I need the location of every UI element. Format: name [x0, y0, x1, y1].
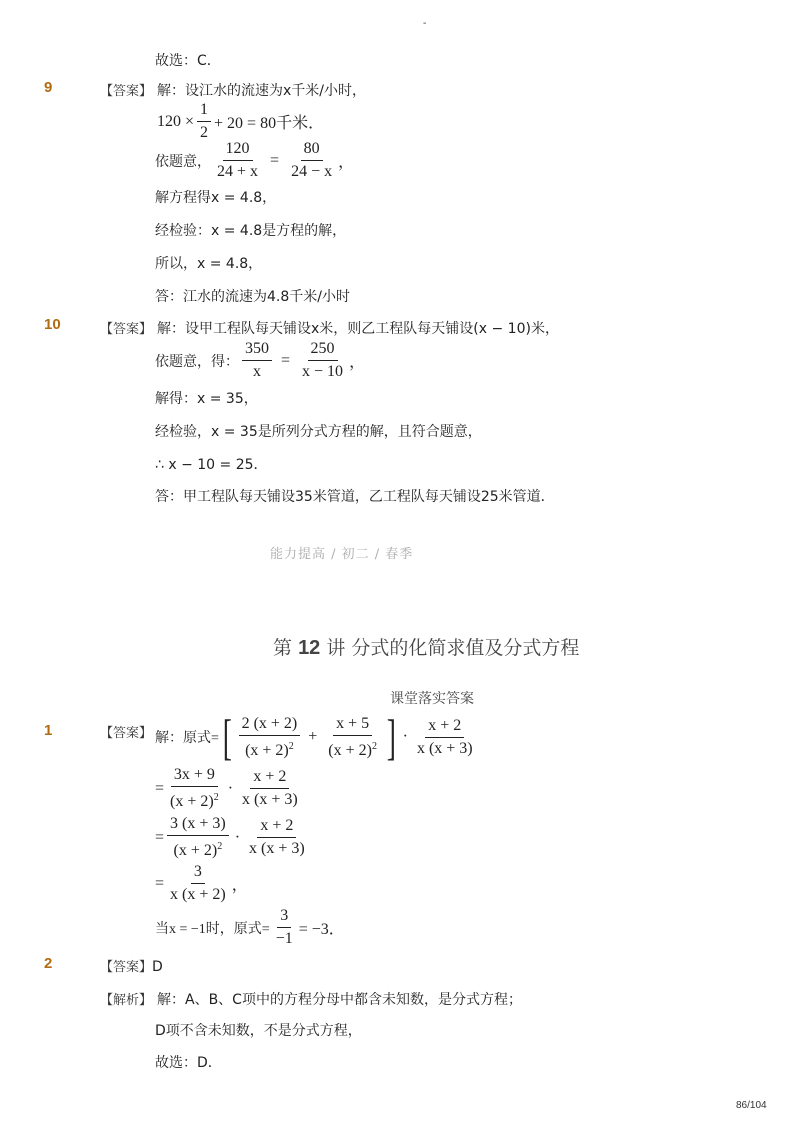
- answer-tag-label: 【答案】: [100, 960, 153, 975]
- fraction-denominator: x (x + 2): [170, 886, 226, 903]
- denominator-base: (x + 2): [173, 842, 218, 859]
- plus-sign: +: [308, 728, 318, 745]
- q9-line-3: 解方程得x = 4.8，: [155, 190, 277, 206]
- fraction: [197, 101, 211, 142]
- a1-line-1: [155, 709, 479, 765]
- q9-l1-b: + 20 = 80千米．: [214, 115, 325, 132]
- fraction-denominator: x (x + 3): [416, 739, 473, 757]
- fraction-numerator: 3x + 9: [171, 766, 218, 787]
- answer-tag: 【答案】: [100, 322, 153, 337]
- question-number-9: 9: [44, 79, 53, 96]
- q9-intro: 解：设江水的流速为x千米/小时，: [157, 83, 367, 99]
- fraction: [288, 140, 335, 181]
- equals-sign: =: [281, 351, 291, 369]
- fraction-numerator: 1: [197, 101, 211, 122]
- fraction-denominator: [171, 836, 226, 860]
- fraction: [239, 768, 301, 809]
- top-mark: -: [423, 18, 427, 29]
- fraction: [239, 715, 301, 760]
- fraction: [325, 715, 380, 760]
- q8-conclusion: 故选：C．: [155, 53, 221, 69]
- equals-sign: =: [270, 151, 280, 169]
- question-number-1: 1: [44, 722, 53, 739]
- question-number-10: 10: [44, 316, 61, 333]
- fraction-numerator: 3: [277, 907, 291, 928]
- q9-l2-end: ，: [338, 154, 355, 171]
- a1-line-3: [155, 815, 311, 860]
- dot-operator: ·: [234, 828, 241, 846]
- fraction-numerator: x + 2: [250, 768, 289, 789]
- fraction: [273, 907, 296, 948]
- fraction-denominator: 24 − x: [291, 163, 333, 180]
- fraction-numerator: 2 (x + 2): [239, 715, 301, 736]
- fraction: [246, 817, 308, 858]
- equals-sign: =: [155, 779, 165, 797]
- fraction: [167, 815, 229, 860]
- dot-operator: ·: [402, 728, 408, 745]
- q9-line-4: 经检验：x = 4.8是方程的解，: [155, 223, 347, 239]
- fraction-denominator: −1: [275, 930, 293, 947]
- q10-line-3: 解得：x = 35，: [155, 391, 258, 407]
- fraction: [167, 766, 222, 811]
- fraction: [214, 140, 261, 181]
- denominator-base: (x + 2): [170, 793, 214, 810]
- a1-when-b: = −3．: [298, 921, 345, 938]
- q10-line-6: 答：甲工程队每天铺设35米管道，乙工程队每天铺设25米管道．: [155, 489, 555, 505]
- fraction-denominator: 2: [200, 124, 209, 141]
- answer-tag: 【答案】: [100, 84, 153, 99]
- fraction-numerator: 120: [223, 140, 253, 161]
- equals-sign: =: [155, 828, 165, 846]
- question-number-2: 2: [44, 955, 53, 972]
- q9-l1-a: 120 ×: [157, 112, 195, 130]
- chapter-suffix: 讲 分式的化简求值及分式方程: [326, 637, 580, 659]
- equals-sign: =: [155, 874, 165, 892]
- fraction-numerator: x + 5: [333, 715, 372, 736]
- a2-line-3: 故选：D．: [155, 1055, 222, 1071]
- q9-l2-label: 依题意，: [155, 154, 211, 170]
- q9-line-2: [155, 140, 354, 181]
- fraction-numerator: 80: [301, 140, 323, 161]
- chapter-number: 12: [298, 637, 321, 659]
- fraction-denominator: [167, 787, 222, 811]
- a2-line-2: D项不含未知数，不是分式方程，: [155, 1023, 362, 1039]
- exponent: 2: [288, 740, 294, 752]
- page-number: 86/104: [736, 1100, 767, 1111]
- a1-line-2: [155, 766, 304, 811]
- section-title: 课堂落实答案: [390, 691, 474, 707]
- fraction: [242, 340, 272, 381]
- denominator-base: (x + 2): [328, 741, 372, 759]
- fraction-numerator: x + 2: [257, 817, 296, 838]
- fraction-denominator: 24 + x: [217, 163, 259, 180]
- fraction-denominator: x: [253, 363, 261, 380]
- fraction-denominator: x (x + 3): [249, 840, 305, 857]
- q9-line-1: [157, 101, 324, 142]
- exponent: 2: [213, 792, 219, 803]
- fraction-numerator: 3: [191, 863, 205, 884]
- running-footer: 能力提高 / 初二 / 春季: [270, 547, 414, 562]
- q10-line-4: 经检验，x = 35是所列分式方程的解，且符合题意，: [155, 424, 482, 440]
- chapter-prefix: 第: [273, 637, 293, 659]
- denominator-base: (x + 2): [245, 741, 289, 759]
- answer-tag: [100, 956, 163, 975]
- fraction-denominator: [242, 736, 297, 760]
- exponent: 2: [371, 740, 377, 752]
- q10-line-5: ∴ x − 10 = 25．: [155, 457, 268, 473]
- q9-line-5: 所以，x = 4.8，: [155, 256, 263, 272]
- q9-line-6: 答：江水的流速为4.8千米/小时: [155, 289, 350, 305]
- q10-l2-label: 依题意，得：: [155, 354, 239, 370]
- fraction: [299, 340, 346, 381]
- q10-l2-end: ，: [349, 354, 366, 371]
- chapter-title: [273, 633, 579, 660]
- a1-line-5: [155, 907, 345, 948]
- q10-intro: 解：设甲工程队每天铺设x米，则乙工程队每天铺设(x − 10)米，: [157, 321, 559, 337]
- q10-line-2: [155, 340, 365, 381]
- fraction: [167, 863, 229, 904]
- fraction-numerator: 3 (x + 3): [167, 815, 229, 836]
- fraction-denominator: [325, 736, 380, 760]
- fraction-denominator: x − 10: [302, 363, 344, 380]
- a1-line-4-end: ，: [231, 877, 248, 894]
- a1-label: 解：原式=: [155, 731, 219, 746]
- a2-line-1: 解：A、B、C项中的方程分母中都含未知数，是分式方程；: [157, 992, 522, 1008]
- fraction: [414, 717, 476, 758]
- answer-tag: 【答案】: [100, 726, 153, 741]
- dot-operator: ·: [227, 779, 234, 797]
- exponent: 2: [217, 841, 223, 852]
- fraction-denominator: x (x + 3): [242, 791, 298, 808]
- left-bracket: [: [222, 709, 232, 765]
- fraction-numerator: 350: [242, 340, 272, 361]
- fraction-numerator: 250: [308, 340, 338, 361]
- a1-when-a: 当x = −1时，原式=: [155, 921, 270, 937]
- fraction-numerator: x + 2: [425, 717, 464, 738]
- analysis-tag: 【解析】: [100, 993, 153, 1008]
- answer-value: D: [152, 959, 163, 975]
- a1-line-4: [155, 863, 248, 904]
- right-bracket: ]: [386, 709, 396, 765]
